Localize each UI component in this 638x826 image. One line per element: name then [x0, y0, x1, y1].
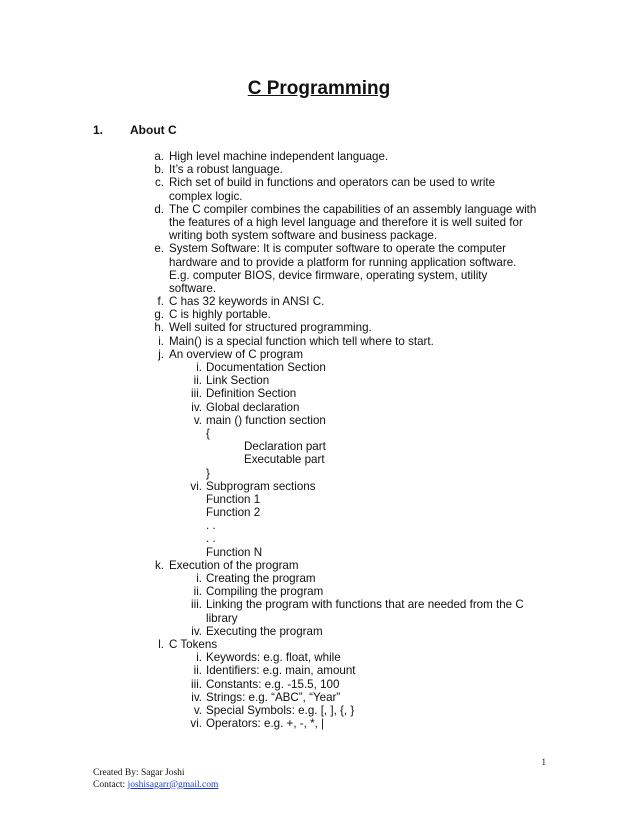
sublist-item-text: Special Symbols: e.g. [, ], {, } — [206, 703, 355, 717]
program-structure-text: Function 1 — [206, 492, 261, 506]
list-item-text: Main() is a special function which tell where to start. — [169, 334, 434, 348]
list-item — [0, 387, 638, 400]
program-structure-text: library — [206, 611, 238, 625]
sublist-item-text: Operators: e.g. +, -, *, | — [206, 717, 325, 731]
sublist-item-label: vi. — [190, 479, 202, 493]
sublist-item-label: ii. — [193, 374, 202, 388]
list-item-text: Execution of the program — [169, 558, 299, 572]
list-item — [0, 335, 638, 348]
sublist-item-text: Identifiers: e.g. main, amount — [206, 664, 356, 678]
list-item-text: System Software: It is computer software to operate the computer — [169, 242, 507, 256]
sublist-item-label: i. — [196, 361, 202, 374]
list-item-label: c. — [154, 176, 164, 190]
list-item — [0, 453, 638, 466]
list-item-label: a. — [154, 150, 164, 163]
list-item — [0, 401, 638, 414]
sublist-item-text: Linking the program with functions that are needed from the C — [206, 598, 524, 612]
list-item-text: software. — [169, 281, 217, 295]
list-item — [0, 308, 638, 321]
list-item — [0, 216, 638, 229]
list-item-text: It’s a robust language. — [169, 163, 283, 177]
list-item-text: An overview of C program — [169, 347, 304, 361]
program-structure-text: . . — [206, 532, 216, 546]
list-item-text: complex logic. — [169, 189, 243, 203]
list-item — [0, 638, 638, 651]
program-structure-text: { — [206, 426, 210, 440]
list-item — [0, 203, 638, 216]
list-item — [0, 704, 638, 717]
sublist-item-label: iv. — [191, 624, 202, 638]
sublist-item-label: iii. — [191, 677, 202, 691]
sublist-item-text: Subprogram sections — [206, 479, 316, 493]
list-item-label: b. — [154, 163, 164, 177]
list-item-label: i. — [158, 334, 164, 348]
sublist-item-text: Strings: e.g. “ABC”, “Year” — [206, 690, 341, 704]
list-item — [0, 480, 638, 493]
list-item — [0, 190, 638, 203]
list-item — [0, 348, 638, 361]
sublist-item-text: Compiling the program — [206, 585, 324, 599]
page-number: 1 — [541, 757, 546, 767]
list-item — [0, 374, 638, 387]
list-item — [0, 321, 638, 334]
list-item-text: C is highly portable. — [169, 308, 271, 322]
sublist-item-label: iii. — [191, 598, 202, 612]
footer-contact-label: Contact: — [93, 779, 128, 790]
list-item — [0, 150, 638, 163]
sublist-item-text: Documentation Section — [206, 361, 326, 374]
footer-email-link[interactable]: joshisagarr@gmail.com — [127, 779, 219, 790]
list-item — [0, 612, 638, 625]
sublist-item-text: Global declaration — [206, 400, 300, 414]
list-item — [0, 440, 638, 453]
list-item — [0, 691, 638, 704]
list-item — [0, 506, 638, 519]
sublist-item-label: i. — [196, 651, 202, 665]
sublist-item-label: iv. — [191, 690, 202, 704]
list-item — [0, 176, 638, 189]
list-item-label: k. — [154, 558, 164, 572]
list-item — [0, 256, 638, 269]
sublist-item-label: iii. — [191, 387, 202, 401]
list-item-text: Well suited for structured programming. — [169, 321, 372, 335]
list-item-text: C has 32 keywords in ANSI C. — [169, 295, 325, 309]
section-number: 1. — [93, 123, 104, 137]
sublist-item-label: v. — [193, 703, 202, 717]
list-item-label: f. — [157, 295, 164, 309]
list-item — [0, 651, 638, 664]
list-item — [0, 559, 638, 572]
list-item — [0, 493, 638, 506]
list-item-text: hardware and to provide a platform for running application software. — [169, 255, 517, 269]
list-item — [0, 414, 638, 427]
sublist-item-label: ii. — [193, 585, 202, 599]
list-item-label: g. — [154, 308, 164, 322]
sublist-item-text: Creating the program — [206, 572, 316, 585]
list-item — [0, 163, 638, 176]
footer — [93, 768, 218, 791]
list-item — [0, 678, 638, 691]
program-structure-text: Declaration part — [244, 440, 326, 454]
sublist-item-text: Link Section — [206, 374, 270, 388]
list-item — [0, 282, 638, 295]
list-item-text: The C compiler combines the capabilities of an assembly language with — [169, 202, 537, 216]
list-item — [0, 598, 638, 611]
page-title: C Programming — [247, 78, 391, 99]
list-item-text: Rich set of build in functions and operators can be used to write — [169, 176, 496, 190]
footer-contact — [93, 780, 218, 792]
list-item — [0, 664, 638, 677]
list-item — [0, 625, 638, 638]
sublist-item-label: i. — [196, 572, 202, 585]
list-item — [0, 467, 638, 480]
program-structure-text: } — [206, 466, 210, 480]
sublist-item-text: Definition Section — [206, 387, 297, 401]
list-item-text: writing both system software and business package. — [169, 229, 438, 243]
list-item-text: High level machine independent language. — [169, 150, 389, 163]
list-item — [0, 229, 638, 242]
sublist-item-text: Keywords: e.g. float, while — [206, 651, 341, 665]
list-item — [0, 361, 638, 374]
document-body — [0, 150, 638, 730]
list-item-label: l. — [158, 637, 164, 651]
list-item-text: the features of a high level language and therefore it is well suited for — [169, 215, 523, 229]
program-structure-text: Executable part — [244, 453, 325, 467]
sublist-item-text: main () function section — [206, 413, 326, 427]
list-item — [0, 295, 638, 308]
footer-author: Created By: Sagar Joshi — [93, 768, 185, 778]
list-item-label: e. — [154, 242, 164, 256]
sublist-item-label: v. — [193, 413, 202, 427]
sublist-item-text: Constants: e.g. -15.5, 100 — [206, 677, 340, 691]
list-item-text: C Tokens — [169, 637, 218, 651]
list-item — [0, 532, 638, 545]
sublist-item-label: iv. — [191, 400, 202, 414]
list-item — [0, 546, 638, 559]
list-item-label: d. — [154, 202, 164, 216]
list-item-label: j. — [158, 347, 164, 361]
list-item — [0, 585, 638, 598]
list-item — [0, 427, 638, 440]
section-title: About C — [130, 123, 177, 137]
list-item-label: h. — [154, 321, 164, 335]
program-structure-text: Function 2 — [206, 506, 261, 520]
list-item-text: E.g. computer BIOS, device firmware, operating system, utility — [169, 268, 488, 282]
list-item — [0, 519, 638, 532]
sublist-item-text: Executing the program — [206, 624, 323, 638]
sublist-item-label: ii. — [193, 664, 202, 678]
program-structure-text: Function N — [206, 545, 263, 559]
list-item — [0, 717, 638, 730]
list-item — [0, 269, 638, 282]
program-structure-text: . . — [206, 519, 216, 533]
list-item — [0, 572, 638, 585]
sublist-item-label: vi. — [190, 717, 202, 731]
list-item — [0, 242, 638, 255]
